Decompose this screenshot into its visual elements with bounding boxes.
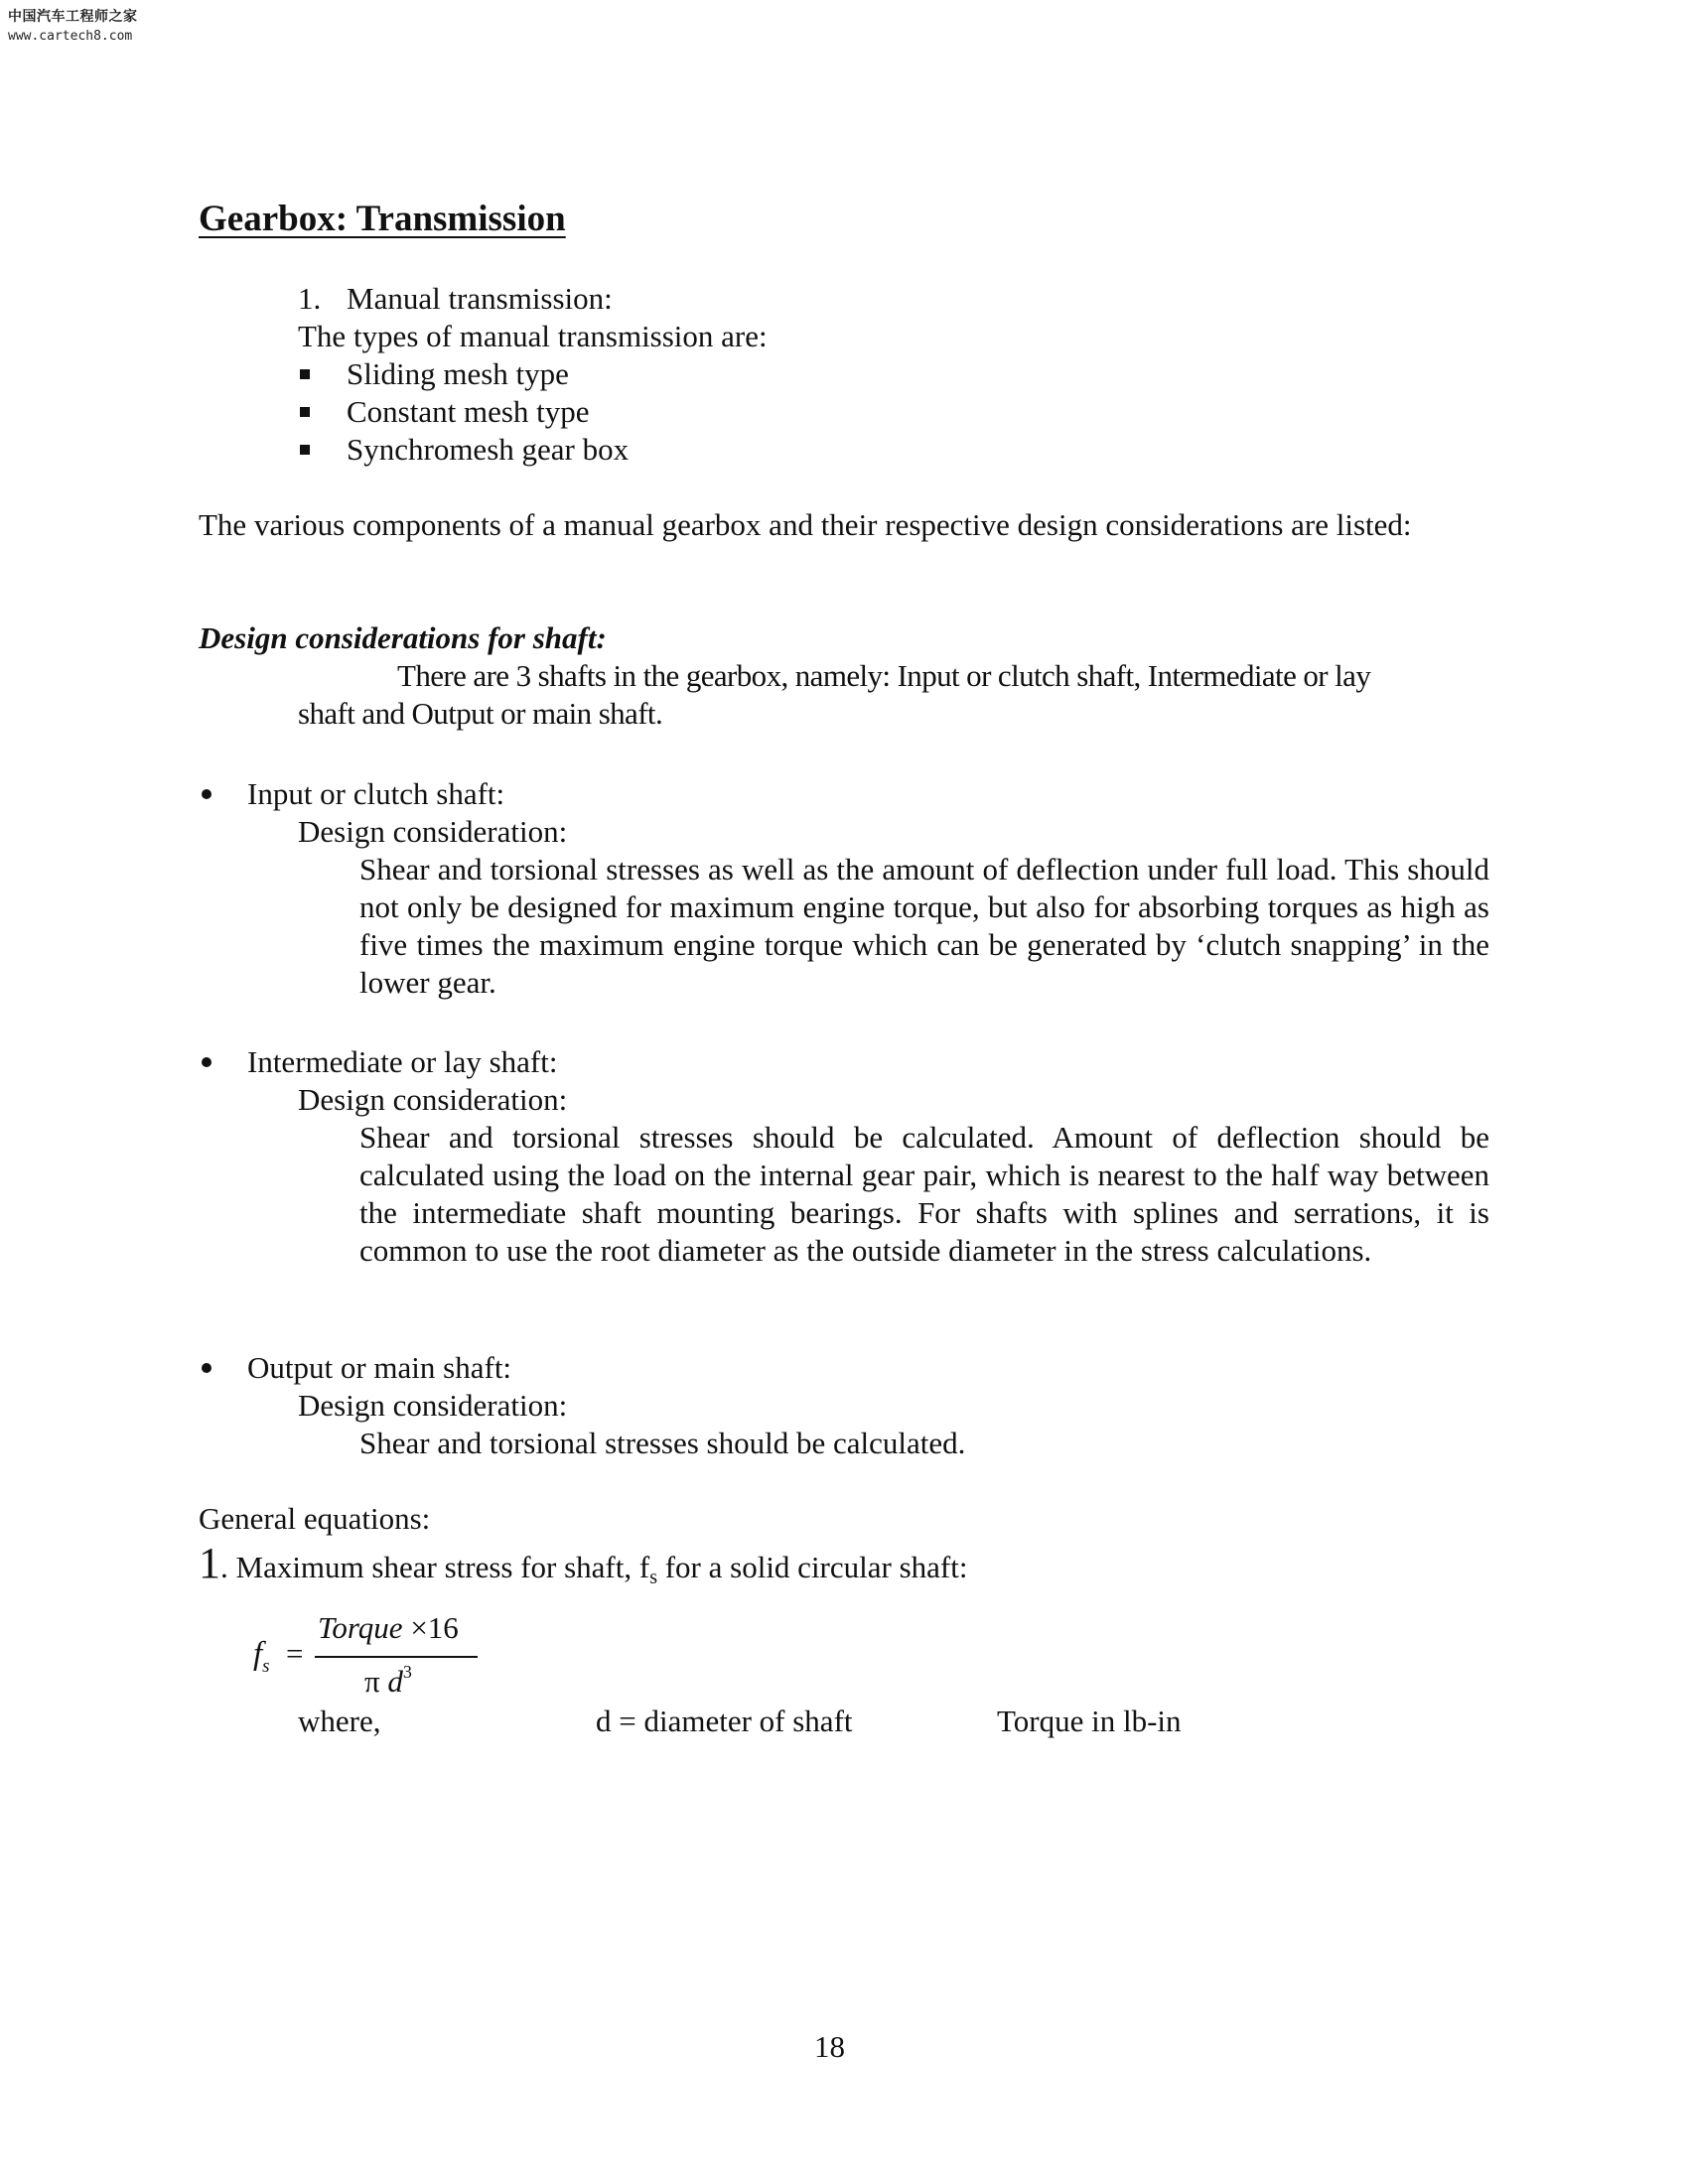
design-consideration-label: Design consideration: [298, 1082, 568, 1117]
bullet-icon [202, 789, 211, 799]
components-paragraph: The various components of a manual gearbox and their respective design considerations are listed: [199, 507, 1412, 542]
list-label: Manual transmission: [347, 281, 613, 316]
watermark-site-name: 中国汽车工程师之家 [8, 9, 138, 25]
formula-lhs: $f_s$ [253, 1636, 270, 1677]
fraction-bar [315, 1656, 478, 1658]
square-bullet-icon [300, 445, 310, 455]
shaft-intro-line2: shaft and Output or main shaft. [298, 696, 663, 731]
list-item: Constant mesh type [347, 394, 590, 429]
bullet-icon [202, 1363, 211, 1373]
formula-equals: = [286, 1636, 304, 1671]
equation-heading [199, 1539, 968, 1596]
shaft-name: Intermediate or lay shaft: [247, 1044, 558, 1079]
shaft-description: Shear and torsional stresses should be calculated. [359, 1426, 966, 1460]
watermark-url: www.cartech8.com [8, 29, 133, 44]
square-bullet-icon [300, 407, 310, 417]
bullet-icon [202, 1057, 211, 1067]
list-item: Sliding mesh type [347, 356, 569, 391]
equation-heading-text: . Maximum shear stress for shaft, $f_s$ for a solid circular shaft: [220, 1550, 968, 1588]
page-title: Gearbox: Transmission [199, 199, 566, 239]
shaft-description: Shear and torsional stresses should be calculated. Amount of deflection should be calculated using the load on the internal gear pair, which is nearest to the half way between the intermediate shaft mounting bearings. For shafts with splines and serrations, it is common to use the root diameter as the outside diameter in the stress calculations. [359, 1120, 1489, 1268]
shaft-name: Output or main shaft: [247, 1350, 512, 1385]
list-intro: The types of manual transmission are: [298, 319, 768, 353]
formula-denominator: π $d^3$ [364, 1662, 412, 1699]
torque-unit: Torque in lb-in [997, 1704, 1182, 1738]
where-label: where, [298, 1704, 381, 1738]
square-bullet-icon [300, 369, 310, 379]
shaft-section-heading: Design considerations for shaft: [199, 620, 607, 655]
page-number: 18 [814, 2029, 845, 2064]
shaft-description: Shear and torsional stresses as well as the amount of deflection under full load. This should not only be designed for maximum engine torque, but also for absorbing torques as high as five times the maximum engine torque which can be generated by ‘clutch snapping’ in the lower gear. [359, 852, 1489, 1000]
general-equations-label: General equations: [199, 1501, 431, 1536]
list-item: Synchromesh gear box [347, 432, 630, 467]
shaft-intro-line1: There are 3 shafts in the gearbox, namely: Input or clutch shaft, Intermediate or lay [397, 658, 1371, 693]
formula-numerator: Torque ×16 [318, 1610, 459, 1645]
d-definition: d = diameter of shaft [596, 1704, 853, 1738]
design-consideration-label: Design consideration: [298, 1388, 568, 1423]
list-number: 1. [298, 281, 322, 316]
design-consideration-label: Design consideration: [298, 814, 568, 849]
shaft-name: Input or clutch shaft: [247, 776, 505, 811]
equation-number: 1 [199, 1539, 220, 1587]
